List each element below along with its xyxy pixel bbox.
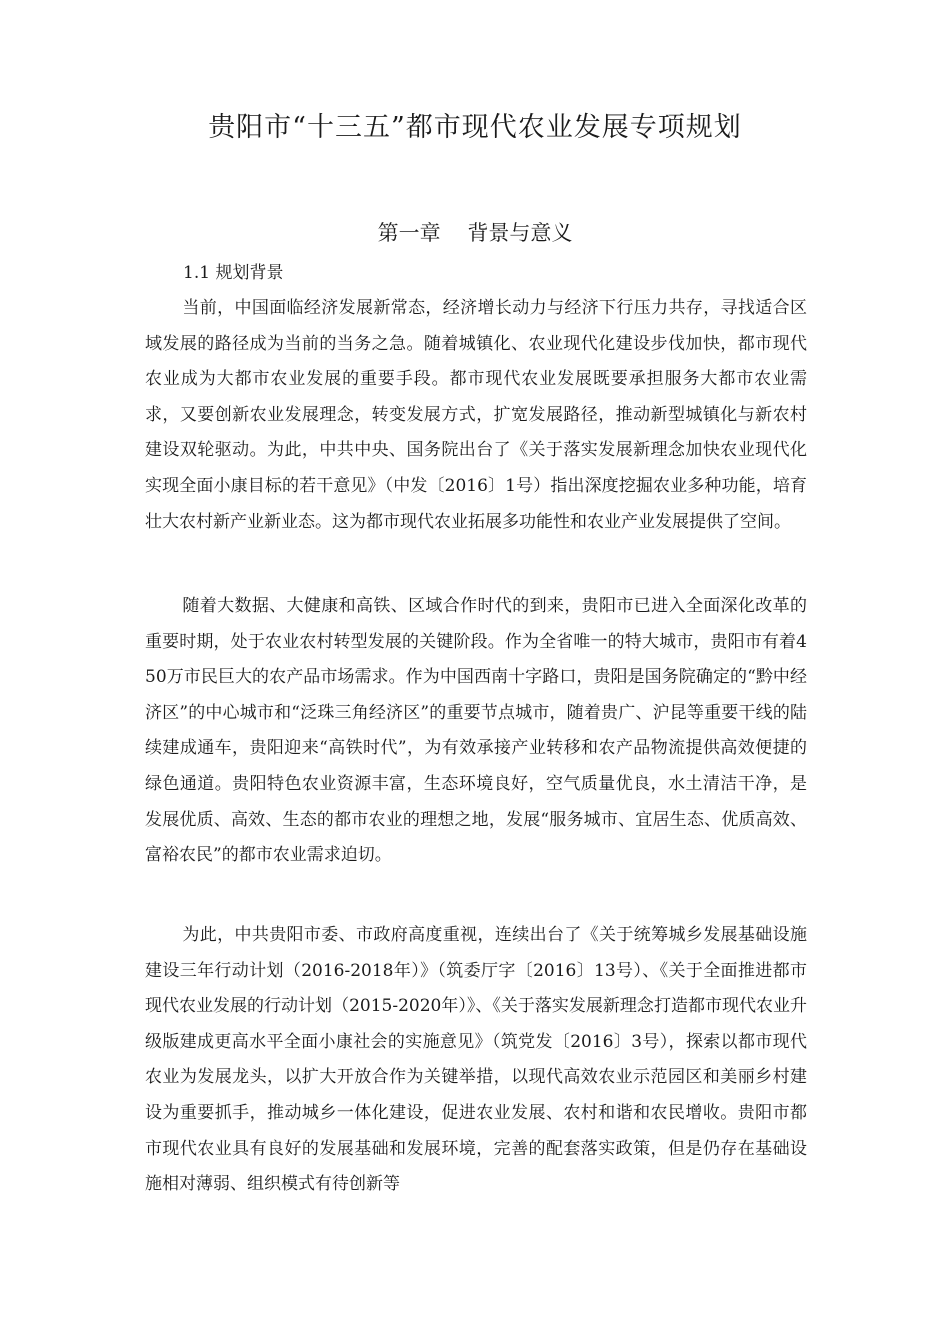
section-heading: 1.1 规划背景 bbox=[183, 263, 284, 283]
body-paragraph-1: 当前，中国面临经济发展新常态，经济增长动力与经济下行压力共存，寻找适合区域发展的路径成为当前的当务之急。随着城镇化、农业现代化建设步伐加快，都市现代农业成为大都市农业发展的重要手段。都市现代农业发展既要承担服务大都市农业需求，又要创新农业发展理念，转变发展方式，扩宽发展路径，推动新型城镇化与新农村建设双轮驱动。为此，中共中央、国务院出台了《关于落实发展新理念加快农业现代化实现全面小康目标的若干意见》（中发〔2016〕1号）指出深度挖掘农业多种功能，培育壮大农村新产业新业态。这为都市现代农业拓展多功能性和农业产业发展提供了空间。 bbox=[145, 298, 807, 532]
chapter-title: 第一章 背景与意义 bbox=[377, 221, 573, 245]
body-paragraph-3: 为此，中共贵阳市委、市政府高度重视，连续出台了《关于统筹城乡发展基础设施建设三年行动计划（2016-2018年）》（筑委厅字〔2016〕13号）、《关于全面推进都市现代农业发展的行动计划（2015-2020年）》、《关于落实发展新理念打造都市现代农业升级版建成更高水平全面小康社会的实施意见》（筑党发〔2016〕3号），探索以都市现代农业为发展龙头，以扩大开放合作为关键举措，以现代高效农业示范园区和美丽乡村建设为重要抓手，推动城乡一体化建设，促进农业发展、农村和谐和农民增收。贵阳市都市现代农业具有良好的发展基础和发展环境，完善的配套落实政策，但是仍存在基础设施相对薄弱、组织模式有待创新等 bbox=[145, 925, 807, 1195]
body-paragraph-2: 随着大数据、大健康和高铁、区域合作时代的到来，贵阳市已进入全面深化改革的重要时期，处于农业农村转型发展的关键阶段。作为全省唯一的特大城市，贵阳市有着450万市民巨大的农产品市场需求。作为中国西南十字路口，贵阳是国务院确定的“黔中经济区”的中心城市和“泛珠三角经济区”的重要节点城市，随着贵广、沪昆等重要干线的陆续建成通车，贵阳迎来“高铁时代”，为有效承接产业转移和农产品物流提供高效便捷的绿色通道。贵阳特色农业资源丰富，生态环境良好，空气质量优良，水土清洁干净，是发展优质、高效、生态的都市农业的理想之地，发展“服务城市、宜居生态、优质高效、富裕农民”的都市农业需求迫切。 bbox=[145, 596, 807, 866]
document-title: 贵阳市“十三五”都市现代农业发展专项规划 bbox=[208, 112, 742, 143]
